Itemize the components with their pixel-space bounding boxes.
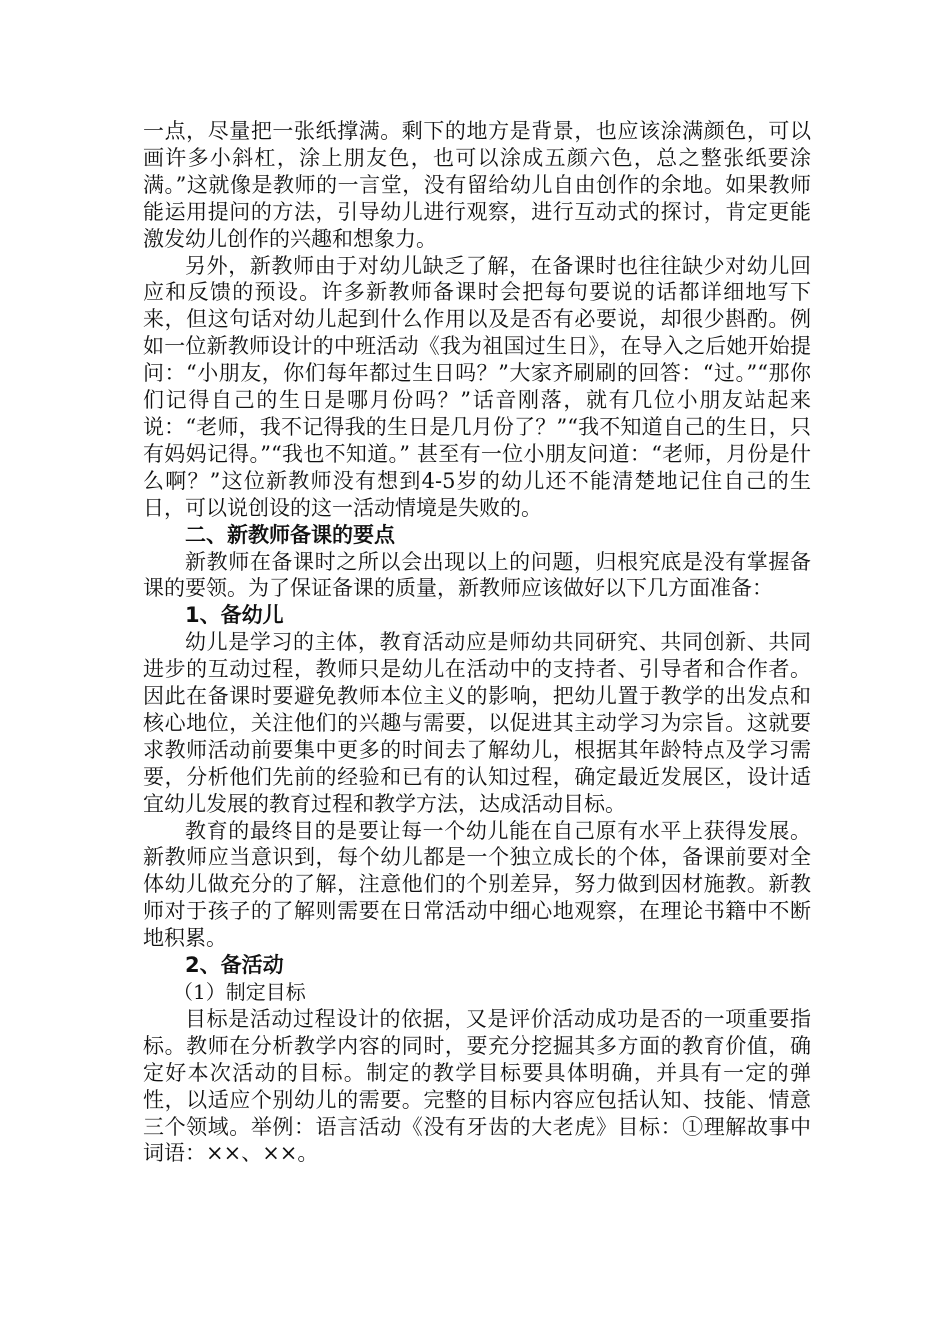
paragraph-new-teacher-feedback: 另外，新教师由于对幼儿缺乏了解，在备课时也往往缺少对幼儿回应和反馈的预设。许多新教师备课时会把每句要说的话都详细地写下来，但这句话对幼儿起到什么作用以及是否有必要说，却很少斟酌。例如一位新教师设计的中班活动《我为祖国过生日》，在导入之后她开始提问：“小朋友，你们每年都过生日吗？”大家齐刷刷的回答：“过。”“那你们记得自己的生日是哪月份吗？”话音刚落，就有几位小朋友站起来说：“老师，我不记得我的生日是几月份了？”“我不知道自己的生日，只有妈妈记得。”“我也不知道。” 甚至有一位小朋友问道：“老师，月份是什么啊？”这位新教师没有想到4-5岁的幼儿还不能清楚地记住自己的生日，可以说创设的这一活动情境是失败的。	[143, 253, 811, 520]
paragraph-key-points-intro: 新教师在备课时之所以会出现以上的问题，归根究底是没有掌握备课的要领。为了保证备课的质量，新教师应该做好以下几方面准备：	[143, 549, 811, 601]
paragraph-continued: 一点，尽量把一张纸撑满。剩下的地方是背景，也应该涂满颜色，可以画许多小斜杠，涂上朋友色，也可以涂成五颜六色，总之整张纸要涂满。”这就像是教师的一言堂，没有留给幼儿自由创作的余地。如果教师能运用提问的方法，引导幼儿进行观察，进行互动式的探讨，肯定更能激发幼儿创作的兴趣和想象力。	[143, 119, 811, 251]
document-page	[143, 118, 811, 1167]
subsection-heading-children: 1、备幼儿	[185, 603, 284, 628]
subsection-heading-activity: 2、备活动	[185, 953, 284, 978]
item-heading-set-goals: （1）制定目标	[173, 980, 306, 1004]
paragraph-goals: 目标是活动过程设计的依据，又是评价活动成功是否的一项重要指标。教师在分析教学内容的同时，要充分挖掘其多方面的教育价值，确定好本次活动的目标。制定的教学目标要具体明确，并具有一定的弹性，以适应个别幼儿的需要。完整的目标内容应包括认知、技能、情意三个领域。举例：语言活动《没有牙齿的大老虎》目标：①理解故事中词语：××、××。	[143, 1006, 811, 1166]
paragraph-education-goal: 教育的最终目的是要让每一个幼儿能在自己原有水平上获得发展。新教师应当意识到，每个幼儿都是一个独立成长的个体，备课前要对全体幼儿做充分的了解，注意他们的个别差异，努力做到因材施教。新教师对于孩子的了解则需要在日常活动中细心地观察，在理论书籍中不断地积累。	[143, 818, 811, 951]
paragraph-children-subject: 幼儿是学习的主体，教育活动应是师幼共同研究、共同创新、共同进步的互动过程，教师只是幼儿在活动中的支持者、引导者和合作者。因此在备课时要避免教师本位主义的影响，把幼儿置于教学的出发点和核心地位，关注他们的兴趣与需要，以促进其主动学习为宗旨。这就要求教师活动前要集中更多的时间去了解幼儿，根据其年龄特点及学习需要，分析他们先前的经验和已有的认知过程，确定最近发展区，设计适宜幼儿发展的教育过程和教学方法，达成活动目标。	[143, 630, 811, 816]
section-heading-key-points: 二、新教师备课的要点	[185, 522, 395, 547]
